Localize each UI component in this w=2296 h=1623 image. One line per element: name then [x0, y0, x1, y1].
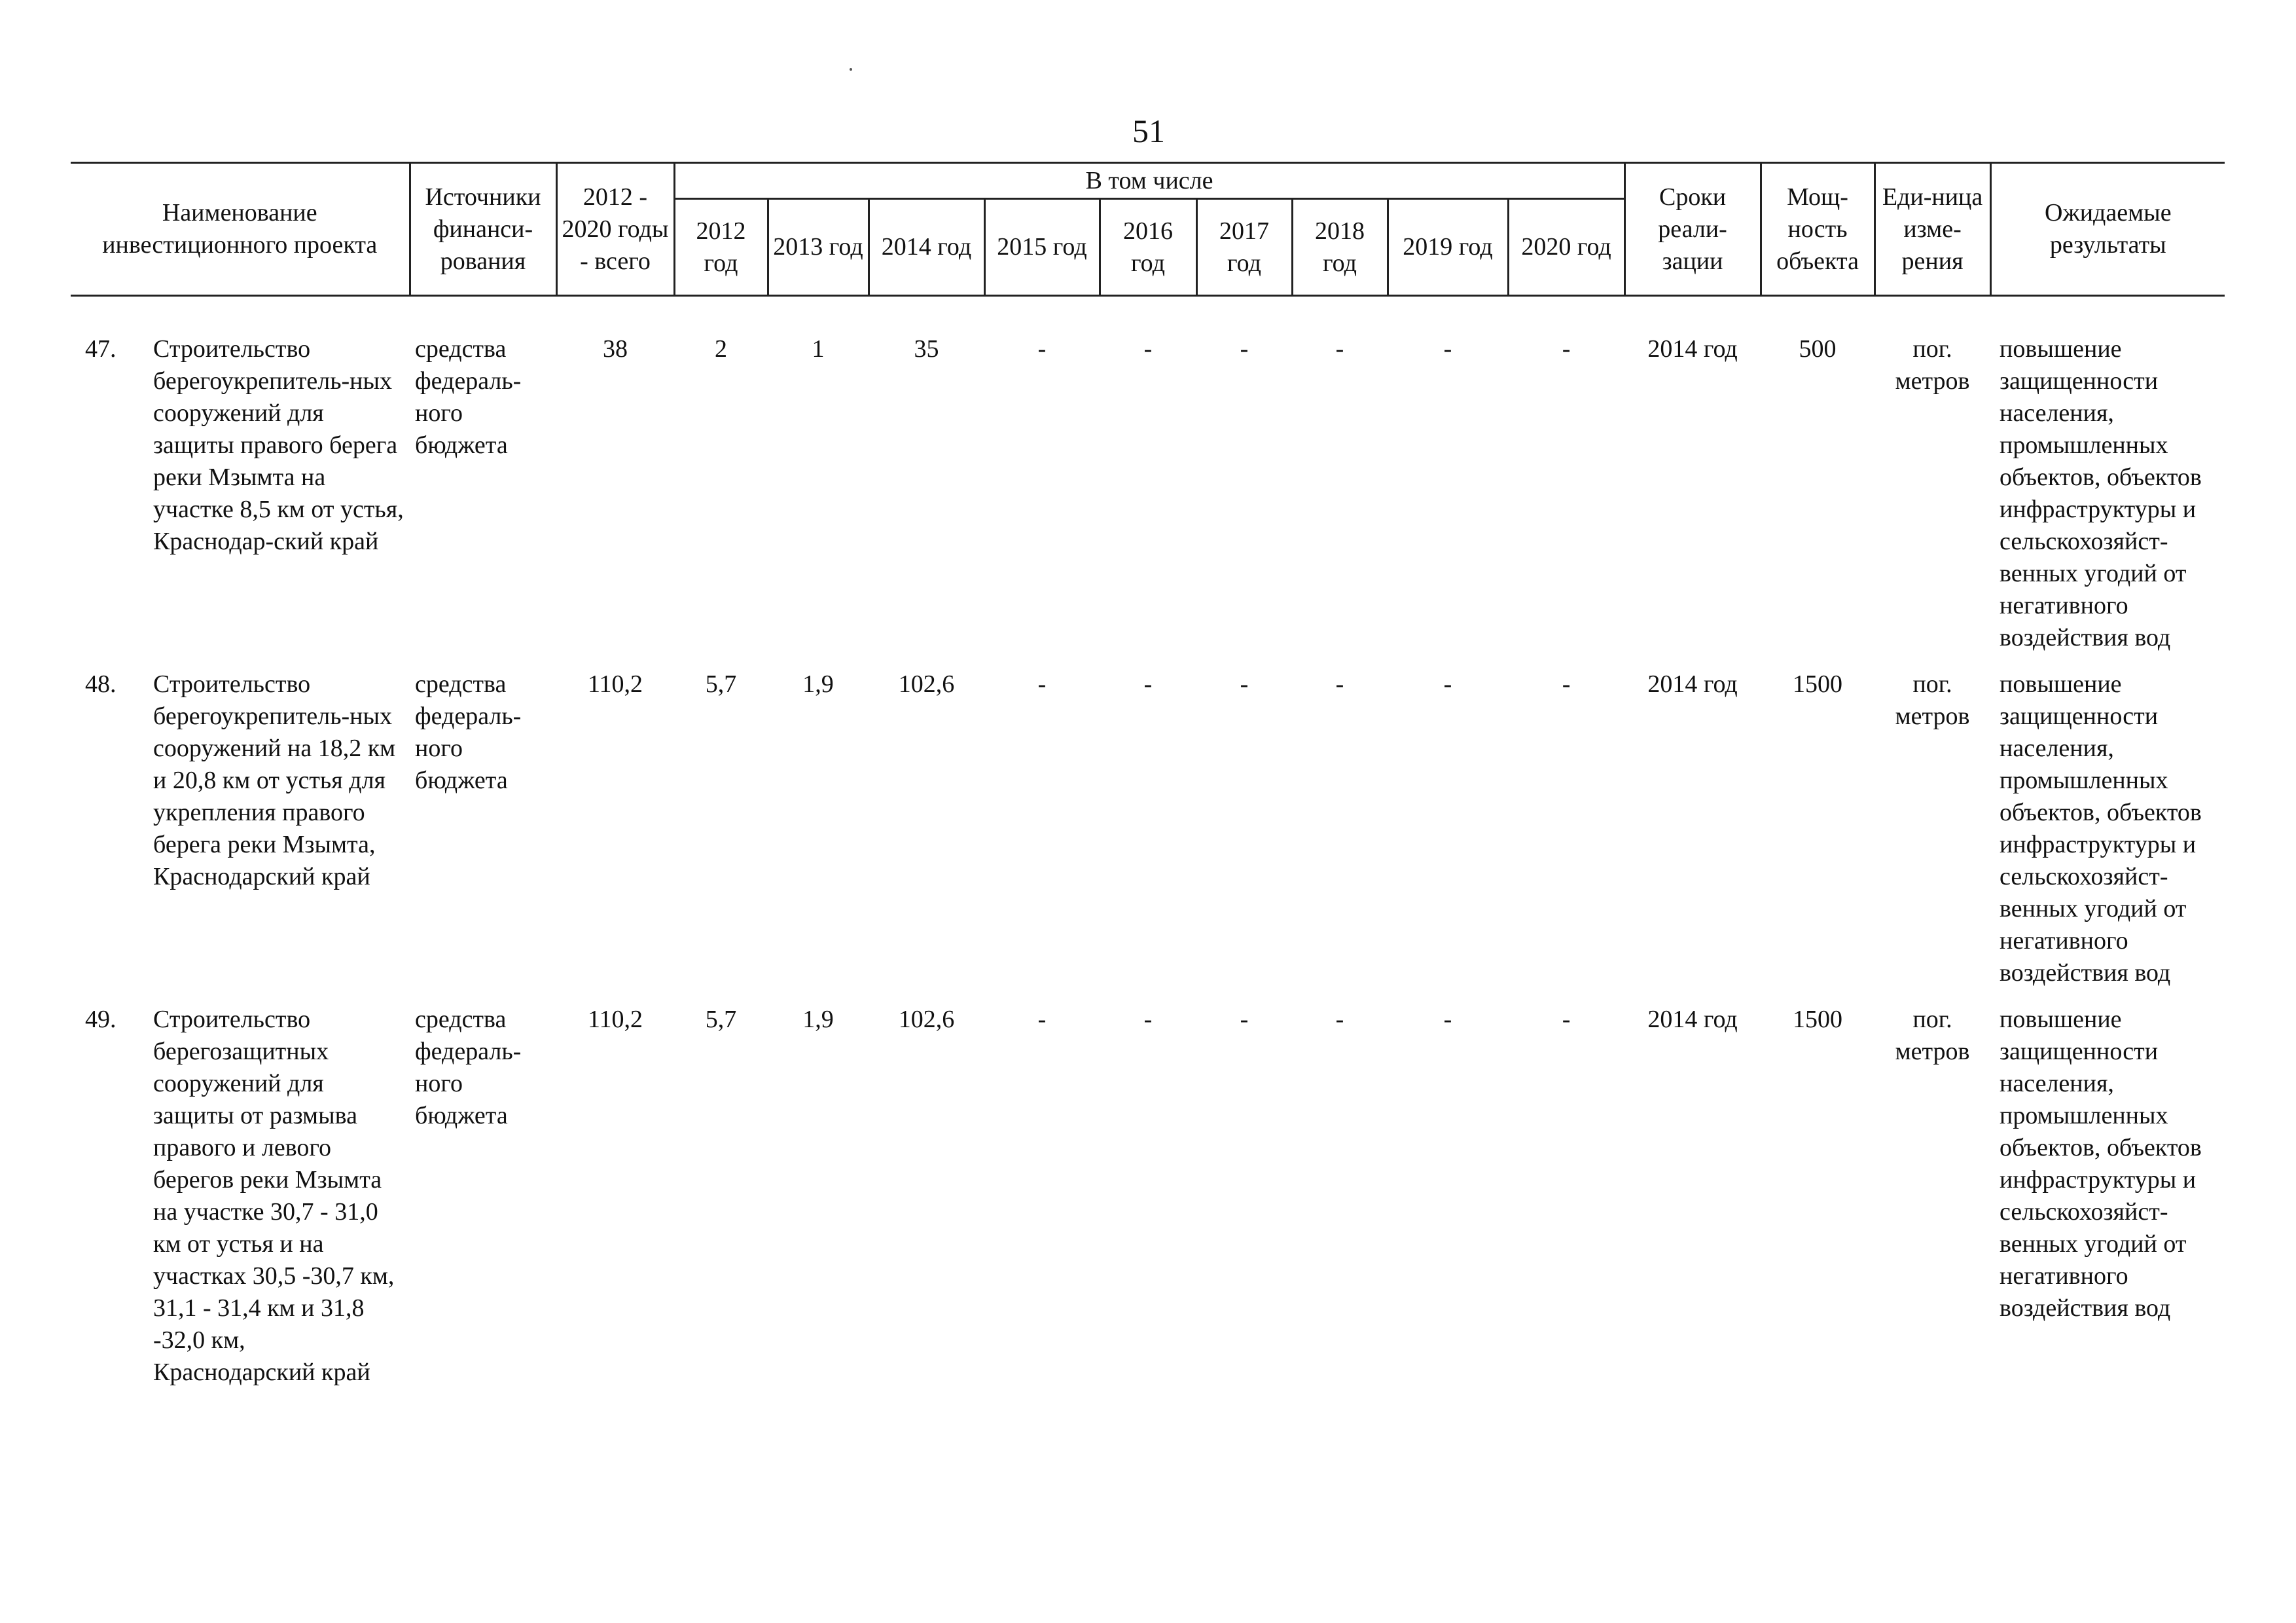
table-row	[71, 1004, 2225, 1403]
unit-value: пог. метров	[1895, 335, 1970, 395]
year-value: -	[1443, 670, 1452, 698]
funding-source: средства федераль-ного бюджета	[415, 1006, 522, 1129]
implementation-term: 2014 год	[1647, 335, 1738, 363]
year-value: 2	[715, 335, 727, 363]
investment-projects-table	[71, 162, 2225, 1403]
project-name: Строительство берегоукрепитель-ных сооружений на 18,2 км и 20,8 км от устья для укрепления правого берега реки Мзымта, Краснодарский край	[153, 670, 396, 890]
header-year: 2012 год	[674, 199, 768, 296]
year-value: 5,7	[705, 1006, 737, 1033]
header-sources: Источники финанси-рования	[410, 163, 556, 296]
expected-result: повышение защищенности населения, промышленных объектов, объектов инфраструктуры и сельскохозяйст-венных угодий от негативного воздействия вод	[2000, 670, 2202, 987]
year-value: -	[1240, 1006, 1249, 1033]
expected-result: повышение защищенности населения, промышленных объектов, объектов инфраструктуры и сельскохозяйст-венных угодий от негативного воздействия вод	[2000, 1006, 2202, 1322]
year-value: -	[1037, 335, 1047, 363]
project-name: Строительство берегозащитных сооружений для защиты от размыва правого и левого берегов реки Мзымта на участке 30,7 - 31,0 км от устья и на участках 30,5 -30,7 км, 31,1 - 31,4 км и 31,8 -32,0 км, Краснодарский край	[153, 1006, 395, 1386]
header-name: Наименование инвестиционного проекта	[71, 163, 410, 296]
table-row	[71, 668, 2225, 1004]
table-row	[71, 333, 2225, 668]
implementation-term: 2014 год	[1647, 670, 1738, 698]
year-value: 1	[812, 335, 825, 363]
header-year: 2017 год	[1196, 199, 1292, 296]
header-total: 2012 - 2020 годы - всего	[556, 163, 674, 296]
year-value: -	[1143, 335, 1153, 363]
year-value: 102,6	[898, 1006, 955, 1033]
header-results: Ожидаемые результаты	[1990, 163, 2225, 296]
header-year: 2013 год	[768, 199, 869, 296]
header-year: 2019 год	[1388, 199, 1508, 296]
header-terms: Сроки реали-зации	[1624, 163, 1761, 296]
funding-source: средства федераль-ного бюджета	[415, 335, 522, 459]
year-value: 1,9	[802, 670, 834, 698]
year-value: -	[1037, 1006, 1047, 1033]
year-value: -	[1335, 335, 1344, 363]
year-value: 5,7	[705, 670, 737, 698]
capacity-value: 1500	[1793, 670, 1843, 698]
header-including: В том числе	[674, 163, 1624, 199]
year-value: -	[1240, 335, 1249, 363]
year-value: 102,6	[898, 670, 955, 698]
scan-speck	[850, 68, 852, 71]
unit-value: пог. метров	[1895, 1006, 1970, 1065]
year-value: 35	[914, 335, 939, 363]
year-value: -	[1143, 670, 1153, 698]
implementation-term: 2014 год	[1647, 1006, 1738, 1033]
year-value: -	[1335, 670, 1344, 698]
row-number: 49.	[85, 1006, 117, 1033]
project-name: Строительство берегоукрепитель-ных сооружений для защиты правого берега реки Мзымта на участке 8,5 км от устья, Краснодар-ский край	[153, 335, 404, 555]
total-value: 110,2	[587, 670, 643, 698]
header-year: 2014 год	[869, 199, 984, 296]
total-value: 110,2	[587, 1006, 643, 1033]
header-year: 2020 год	[1508, 199, 1624, 296]
year-value: -	[1240, 670, 1249, 698]
header-year: 2015 год	[984, 199, 1100, 296]
year-value: -	[1335, 1006, 1344, 1033]
unit-value: пог. метров	[1895, 670, 1970, 730]
year-value: -	[1443, 1006, 1452, 1033]
year-value: -	[1037, 670, 1047, 698]
total-value: 38	[603, 335, 628, 363]
header-capacity: Мощ-ность объекта	[1761, 163, 1874, 296]
year-value: -	[1562, 335, 1571, 363]
expected-result: повышение защищенности населения, промышленных объектов, объектов инфраструктуры и сельскохозяйст-венных угодий от негативного воздействия вод	[2000, 335, 2202, 651]
funding-source: средства федераль-ного бюджета	[415, 670, 522, 794]
capacity-value: 500	[1799, 335, 1837, 363]
header-year: 2016 год	[1100, 199, 1196, 296]
year-value: 1,9	[802, 1006, 834, 1033]
header-year: 2018 год	[1292, 199, 1388, 296]
year-value: -	[1562, 1006, 1571, 1033]
capacity-value: 1500	[1793, 1006, 1843, 1033]
header-unit: Еди-ница изме-рения	[1874, 163, 1990, 296]
page-number: 51	[1132, 113, 1165, 149]
year-value: -	[1143, 1006, 1153, 1033]
row-number: 47.	[85, 335, 117, 363]
year-value: -	[1562, 670, 1571, 698]
year-value: -	[1443, 335, 1452, 363]
row-number: 48.	[85, 670, 117, 698]
